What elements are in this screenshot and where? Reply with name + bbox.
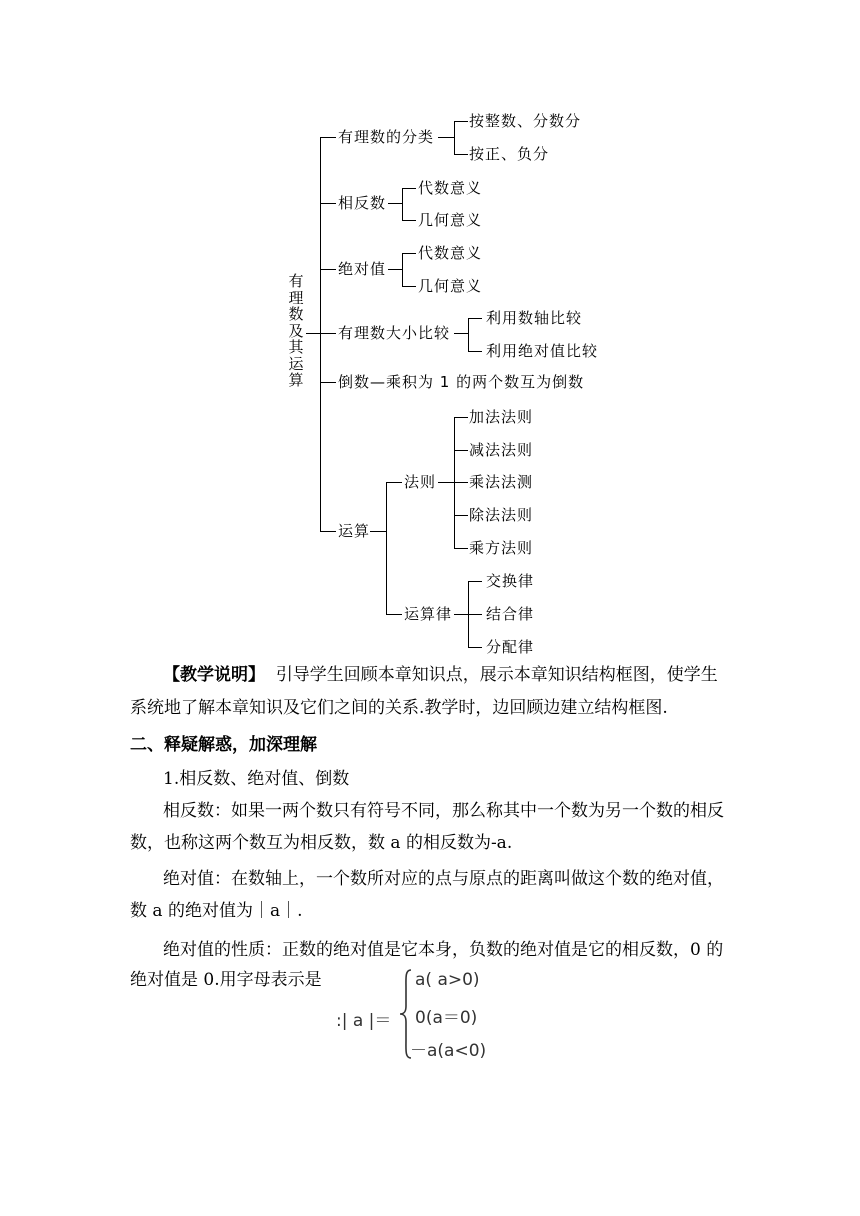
formula-lhs: :| a |＝ xyxy=(336,1011,392,1031)
leaf-tick xyxy=(454,515,468,516)
leaf-tick xyxy=(468,614,482,615)
leaf-tick xyxy=(402,188,416,189)
leaf-tick xyxy=(386,482,402,483)
branch-bracket xyxy=(468,318,469,351)
laws-item: 分配律 xyxy=(486,638,535,656)
leaf-tick xyxy=(454,417,468,418)
leaf-tick xyxy=(468,581,482,582)
root-char: 理 xyxy=(288,288,304,307)
leaf-tick xyxy=(386,614,402,615)
leaf-tick xyxy=(468,351,482,352)
rules-item: 减法法则 xyxy=(469,441,534,459)
branch-connector xyxy=(388,203,402,204)
leaf-tick xyxy=(454,450,468,451)
abs-definition-line: 绝对值：在数轴上，一个数所对应的点与原点的距离叫做这个数的绝对值， xyxy=(163,869,724,889)
opposite-item: 几何意义 xyxy=(418,211,483,229)
teaching-note-text: 引导学生回顾本章知识点，展示本章知识结构框图，使学生 xyxy=(275,665,718,685)
branch-tick xyxy=(320,137,336,138)
opposite-definition-line: 相反数：如果一两个数只有符号不同，那么称其中一个数为另一个数的相反 xyxy=(163,801,724,821)
compare-label: 有理数大小比较 xyxy=(338,324,451,342)
opposite-item: 代数意义 xyxy=(418,179,483,197)
formula-case: 0(a＝0) xyxy=(415,1008,478,1028)
root-char: 运 xyxy=(288,354,304,373)
leaf-tick xyxy=(468,318,482,319)
abs-property-line: 绝对值的性质：正数的绝对值是它本身，负数的绝对值是它的相反数，0 的 xyxy=(163,940,724,960)
compare-item: 利用绝对值比较 xyxy=(486,342,599,360)
root-char: 数 xyxy=(288,305,304,323)
rules-item: 除法法则 xyxy=(469,506,534,524)
leaf-tick xyxy=(402,286,416,287)
section-heading: 二、释疑解惑，加深理解 xyxy=(130,735,317,755)
absolute-label: 绝对值 xyxy=(338,260,387,278)
leaf-tick xyxy=(402,220,416,221)
root-char: 及 xyxy=(288,321,304,340)
operations-label: 运算 xyxy=(338,522,371,540)
branch-connector xyxy=(438,482,454,483)
diagram-root-label xyxy=(286,273,306,389)
compare-item: 利用数轴比较 xyxy=(486,309,583,327)
branch-tick xyxy=(320,382,336,383)
absolute-item: 代数意义 xyxy=(418,244,483,262)
branch-tick xyxy=(320,333,336,334)
branch-bracket xyxy=(386,482,387,614)
root-char: 其 xyxy=(288,338,304,356)
branch-tick xyxy=(320,203,336,204)
abs-property-line: 绝对值是 0.用字母表示是 xyxy=(130,970,322,990)
teaching-note-line: 系统地了解本章知识及它们之间的关系.教学时，边回顾边建立结构框图. xyxy=(130,698,668,718)
branch-connector xyxy=(438,137,454,138)
root-connector xyxy=(306,333,320,334)
rules-item: 加法法则 xyxy=(469,408,534,426)
laws-item: 交换律 xyxy=(486,572,535,590)
branch-connector xyxy=(388,269,402,270)
classification-item: 按整数、分数分 xyxy=(469,112,582,130)
rules-item: 乘法法测 xyxy=(469,473,534,491)
leaf-tick xyxy=(402,253,416,254)
branch-bracket xyxy=(402,188,403,220)
leaf-tick xyxy=(454,482,468,483)
branch-bracket xyxy=(454,121,455,154)
classification-item: 按正、负分 xyxy=(469,145,550,163)
reciprocal-label: 倒数—乘积为 1 的两个数互为倒数 xyxy=(338,373,585,391)
laws-label: 运算律 xyxy=(404,605,453,623)
teaching-note-line xyxy=(163,665,718,685)
opposite-definition-line: 数，也称这两个数互为相反数，数 a 的相反数为-a. xyxy=(130,833,513,853)
branch-tick xyxy=(320,531,336,532)
leaf-tick xyxy=(468,647,482,648)
leaf-tick xyxy=(454,548,468,549)
opposite-label: 相反数 xyxy=(338,194,387,212)
main-spine-line xyxy=(320,137,321,531)
branch-connector xyxy=(370,531,386,532)
branch-tick xyxy=(320,269,336,270)
formula-case: －a(a<0) xyxy=(410,1041,487,1061)
leaf-tick xyxy=(454,121,468,122)
root-char: 算 xyxy=(288,371,304,389)
teaching-note-label: 【教学说明】 xyxy=(163,665,265,685)
leaf-tick xyxy=(454,154,468,155)
absolute-item: 几何意义 xyxy=(418,277,483,295)
formula-case: a( a>0) xyxy=(415,970,480,990)
branch-bracket xyxy=(402,253,403,286)
branch-connector xyxy=(454,614,468,615)
root-char: 有 xyxy=(288,272,304,290)
classification-label: 有理数的分类 xyxy=(338,128,435,146)
subheading: 1.相反数、绝对值、倒数 xyxy=(163,769,350,789)
rules-label: 法则 xyxy=(404,473,437,491)
abs-definition-line: 数 a 的绝对值为｜a｜. xyxy=(130,901,303,921)
rules-item: 乘方法则 xyxy=(469,539,534,557)
laws-item: 结合律 xyxy=(486,605,535,623)
branch-connector xyxy=(454,333,468,334)
